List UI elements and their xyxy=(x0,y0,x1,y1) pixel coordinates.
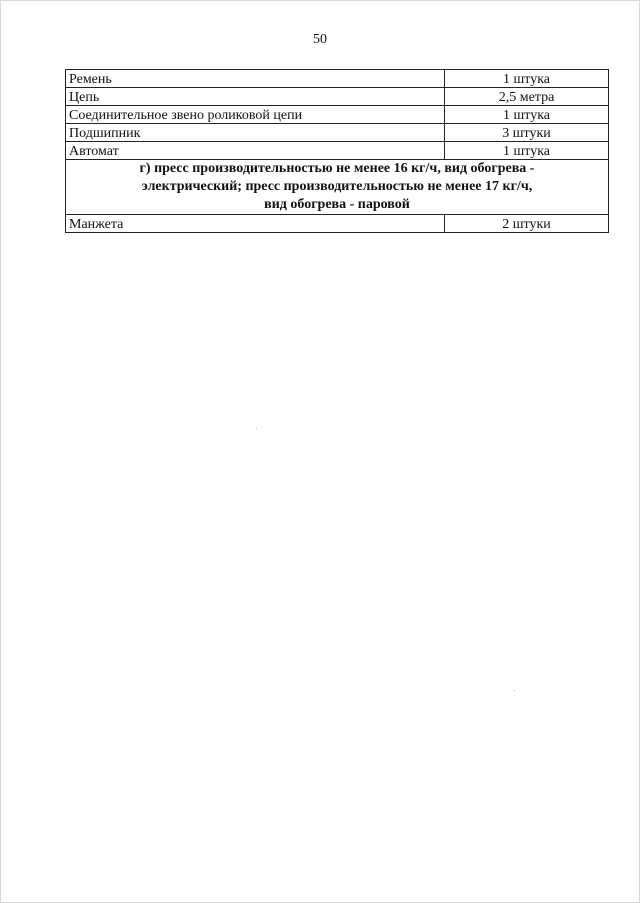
section-heading xyxy=(66,160,609,215)
table-row xyxy=(66,106,609,124)
table-row xyxy=(66,70,609,88)
parts-table xyxy=(65,69,609,233)
item-quantity: 1 штука xyxy=(445,142,609,160)
page-number: 50 xyxy=(313,32,327,47)
item-name: Подшипник xyxy=(66,124,445,142)
item-quantity: 2 штуки xyxy=(445,215,609,233)
section-heading-line: г) пресс производительностью не менее 16 кг/ч, вид обогрева - xyxy=(139,161,535,176)
section-heading-line: вид обогрева - паровой xyxy=(264,197,410,212)
table-row xyxy=(66,142,609,160)
item-name: Ремень xyxy=(66,70,445,88)
item-quantity: 2,5 метра xyxy=(445,88,609,106)
item-name: Соединительное звено роликовой цепи xyxy=(66,106,445,124)
table-row xyxy=(66,88,609,106)
section-heading-line: электрический; пресс производительностью не менее 17 кг/ч, xyxy=(141,179,533,194)
table-row xyxy=(66,215,609,233)
item-name: Цепь xyxy=(66,88,445,106)
section-heading-row xyxy=(66,160,609,215)
scan-speck xyxy=(256,428,257,429)
item-name: Манжета xyxy=(66,215,445,233)
item-name: Автомат xyxy=(66,142,445,160)
table-row xyxy=(66,124,609,142)
item-quantity: 1 штука xyxy=(445,70,609,88)
scan-speck xyxy=(514,690,515,691)
item-quantity: 3 штуки xyxy=(445,124,609,142)
item-quantity: 1 штука xyxy=(445,106,609,124)
